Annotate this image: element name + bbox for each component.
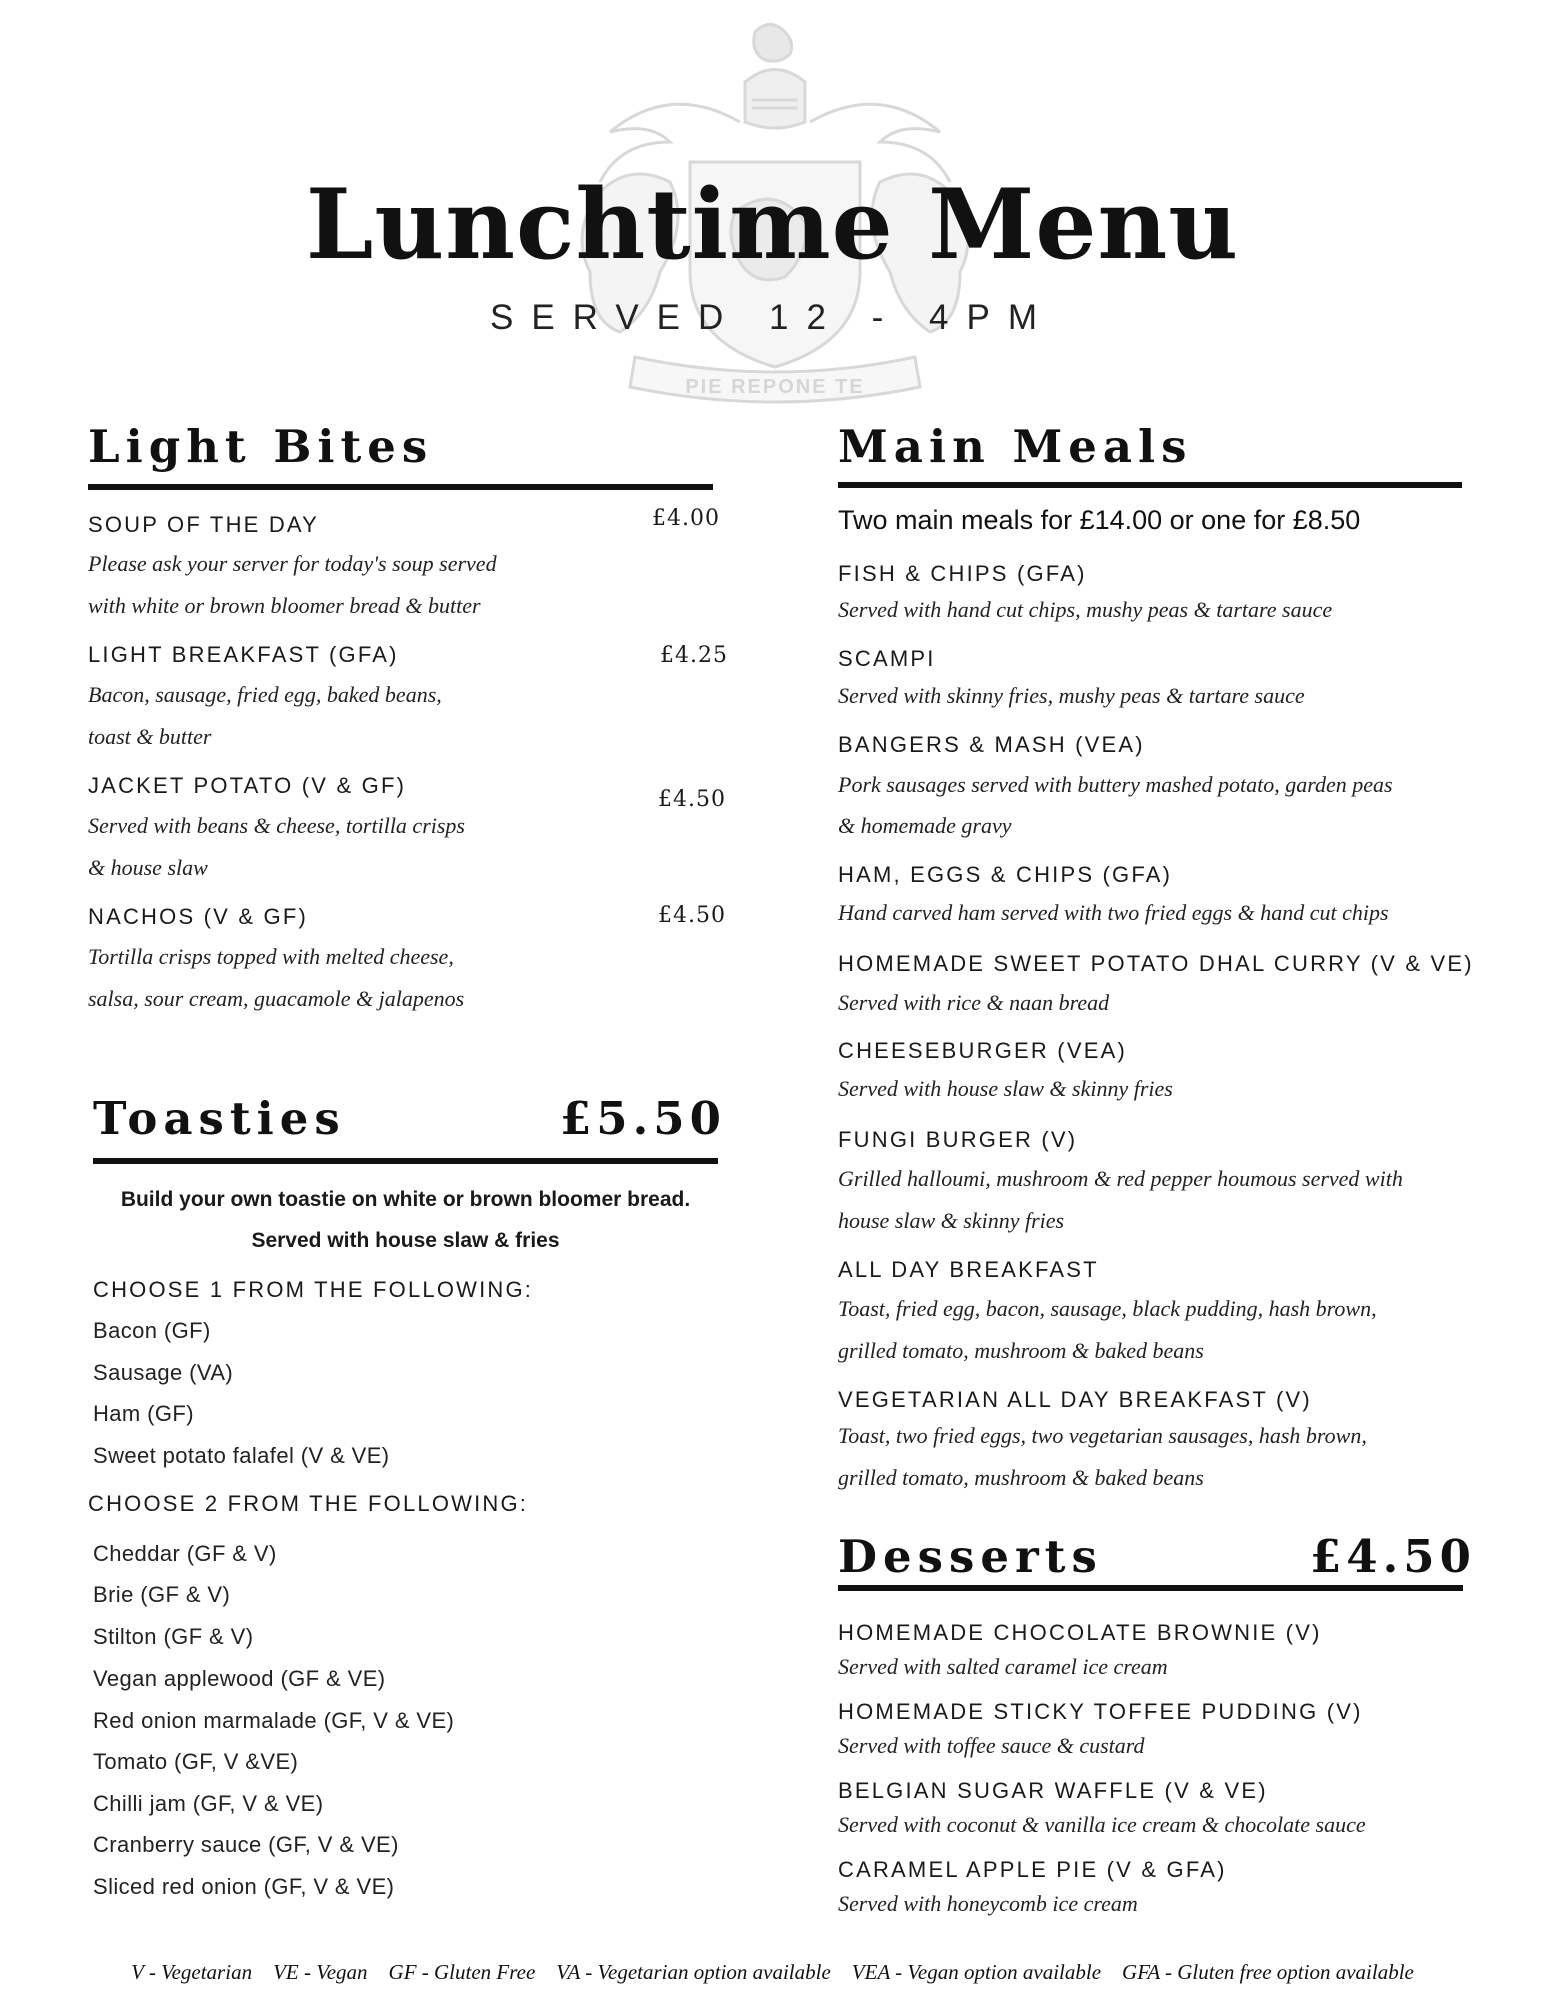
toasties-price: £5.50	[560, 1092, 726, 1145]
light-bite-name: SOUP OF THE DAY	[88, 512, 320, 537]
light-bite-desc: Tortilla crisps topped with melted cheese,	[88, 944, 454, 969]
main-meal-desc: grilled tomato, mushroom & baked beans	[838, 1338, 1204, 1363]
dessert-name: CARAMEL APPLE PIE (V & GFA)	[838, 1857, 1227, 1882]
desserts-rule	[838, 1585, 1463, 1591]
toasties-title: Toasties	[93, 1092, 346, 1145]
toastie-filling: Sweet potato falafel (V & VE)	[93, 1443, 390, 1468]
main-meal-desc: & homemade gravy	[838, 813, 1012, 838]
light-bites-title: Light Bites	[88, 420, 434, 473]
toasties-intro: Build your own toastie on white or brown bloomer bread.	[120, 1188, 691, 1211]
toastie-filling: Bacon (GF)	[93, 1318, 211, 1343]
main-meal-desc: Toast, two fried eggs, two vegetarian sausages, hash brown,	[838, 1423, 1367, 1448]
main-meal-desc: Served with house slaw & skinny fries	[838, 1076, 1173, 1101]
main-meal-name: FUNGI BURGER (V)	[838, 1127, 1078, 1152]
toastie-filling: Ham (GF)	[93, 1401, 194, 1426]
main-meal-name: BANGERS & MASH (VEA)	[838, 732, 1145, 757]
main-meals-title: Main Meals	[838, 420, 1193, 473]
toasties-intro: Served with house slaw & fries	[251, 1229, 560, 1252]
dessert-desc: Served with toffee sauce & custard	[838, 1733, 1145, 1758]
choose-one-label: CHOOSE 1 FROM THE FOLLOWING:	[93, 1277, 534, 1302]
dessert-desc: Served with honeycomb ice cream	[838, 1891, 1138, 1916]
light-bite-price: £4.50	[658, 787, 726, 812]
toastie-extra: Tomato (GF, V &VE)	[93, 1749, 299, 1774]
light-bite-name: LIGHT BREAKFAST (GFA)	[88, 642, 399, 667]
main-meals-offer: Two main meals for £14.00 or one for £8.50	[838, 505, 1361, 535]
main-meal-desc: grilled tomato, mushroom & baked beans	[838, 1465, 1204, 1490]
light-bite-price: £4.25	[660, 643, 728, 668]
page-subtitle: SERVED 12 - 4PM	[489, 298, 1056, 337]
toastie-extra: Brie (GF & V)	[93, 1582, 231, 1607]
page-title: Lunchtime Menu	[305, 168, 1240, 281]
light-bite-desc: toast & butter	[88, 724, 212, 749]
dessert-name: HOMEMADE CHOCOLATE BROWNIE (V)	[838, 1620, 1322, 1645]
dessert-desc: Served with coconut & vanilla ice cream & chocolate sauce	[838, 1812, 1366, 1837]
main-meal-name: ALL DAY BREAKFAST	[838, 1257, 1099, 1282]
desserts-title: Desserts	[838, 1530, 1103, 1583]
main-meal-name: SCAMPI	[838, 646, 936, 671]
dessert-desc: Served with salted caramel ice cream	[838, 1654, 1168, 1679]
choose-two-label: CHOOSE 2 FROM THE FOLLOWING:	[88, 1491, 529, 1516]
main-meal-name: FISH & CHIPS (GFA)	[838, 561, 1087, 586]
light-bite-desc: Bacon, sausage, fried egg, baked beans,	[88, 682, 442, 707]
toastie-extra: Cheddar (GF & V)	[93, 1541, 277, 1566]
light-bite-price: £4.50	[658, 903, 726, 928]
main-meal-desc: Served with rice & naan bread	[838, 990, 1110, 1015]
main-meal-desc: Served with skinny fries, mushy peas & tartare sauce	[838, 683, 1305, 708]
main-meal-desc: house slaw & skinny fries	[838, 1208, 1065, 1233]
toasties-rule	[93, 1158, 718, 1164]
light-bite-desc: with white or brown bloomer bread & butter	[88, 593, 481, 618]
toastie-extra: Red onion marmalade (GF, V & VE)	[93, 1708, 455, 1733]
toastie-extra: Stilton (GF & V)	[93, 1624, 254, 1649]
crest-motto: PIE REPONE TE	[685, 376, 865, 398]
desserts-price: £4.50	[1310, 1530, 1476, 1583]
main-meal-name: HAM, EGGS & CHIPS (GFA)	[838, 862, 1173, 887]
light-bite-desc: Please ask your server for today's soup served	[88, 551, 497, 576]
toastie-extra: Cranberry sauce (GF, V & VE)	[93, 1832, 399, 1857]
light-bite-desc: Served with beans & cheese, tortilla crisps	[88, 813, 465, 838]
main-meal-desc: Hand carved ham served with two fried eggs & hand cut chips	[838, 900, 1389, 925]
toastie-extra: Sliced red onion (GF, V & VE)	[93, 1874, 395, 1899]
light-bite-name: JACKET POTATO (V & GF)	[88, 773, 407, 798]
main-meal-name: HOMEMADE SWEET POTATO DHAL CURRY (V & VE)	[838, 951, 1474, 976]
main-meal-desc: Grilled halloumi, mushroom & red pepper houmous served with	[838, 1166, 1403, 1191]
toastie-extra: Chilli jam (GF, V & VE)	[93, 1791, 324, 1816]
main-meal-desc: Pork sausages served with buttery mashed potato, garden peas	[838, 772, 1393, 797]
light-bite-name: NACHOS (V & GF)	[88, 904, 309, 929]
main-meal-name: CHEESEBURGER (VEA)	[838, 1038, 1127, 1063]
light-bite-desc: salsa, sour cream, guacamole & jalapenos	[88, 986, 465, 1011]
dessert-name: BELGIAN SUGAR WAFFLE (V & VE)	[838, 1778, 1268, 1803]
dietary-legend: V - Vegetarian VE - Vegan GF - Gluten Free VA - Vegetarian option available VEA - Vegan option available GFA - Gluten free option available	[131, 1960, 1414, 1984]
toastie-extra: Vegan applewood (GF & VE)	[93, 1666, 386, 1691]
light-bites-rule	[88, 484, 713, 490]
toastie-filling: Sausage (VA)	[93, 1360, 234, 1385]
main-meals-rule	[838, 482, 1462, 488]
main-meal-name: VEGETARIAN ALL DAY BREAKFAST (V)	[838, 1387, 1312, 1412]
main-meal-desc: Toast, fried egg, bacon, sausage, black pudding, hash brown,	[838, 1296, 1377, 1321]
light-bite-price: £4.00	[652, 506, 720, 531]
light-bite-desc: & house slaw	[88, 855, 208, 880]
dessert-name: HOMEMADE STICKY TOFFEE PUDDING (V)	[838, 1699, 1363, 1724]
main-meal-desc: Served with hand cut chips, mushy peas & tartare sauce	[838, 597, 1333, 622]
